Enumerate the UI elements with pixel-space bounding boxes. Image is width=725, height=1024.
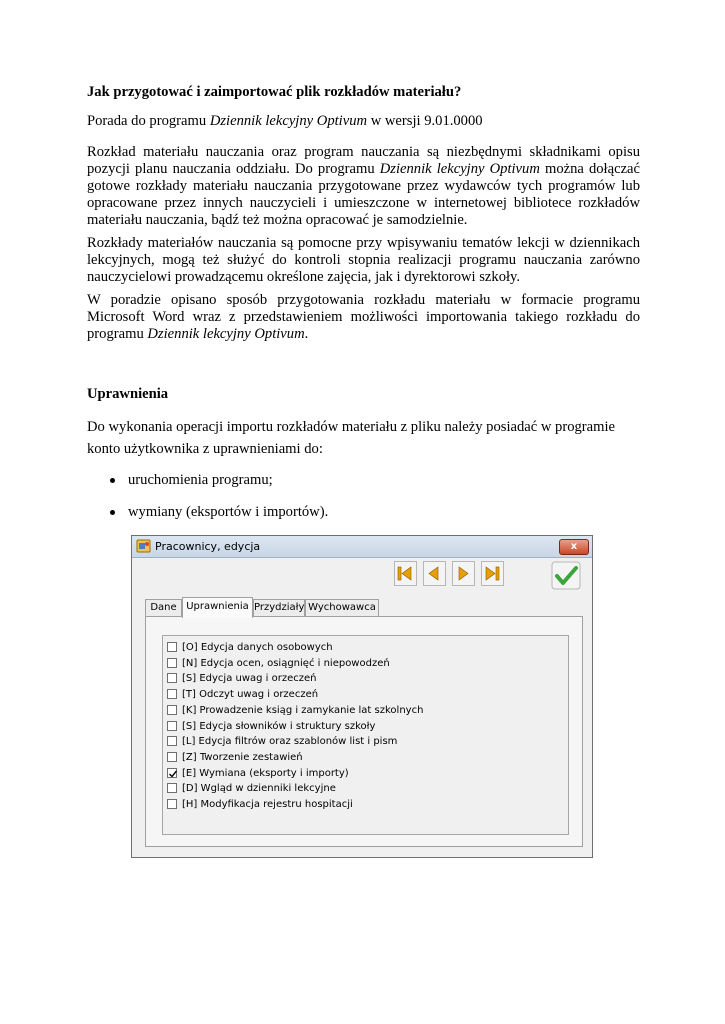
permission-row[interactable] (167, 657, 390, 671)
checkbox[interactable] (167, 642, 177, 652)
dialog-window (131, 535, 593, 858)
permission-row[interactable] (167, 641, 333, 655)
permission-label: [T] Odczyt uwag i orzeczeń (182, 689, 319, 701)
paragraph-2: Rozkłady materiałów nauczania są pomocne przy wpisywaniu tematów lekcji w dziennikach lekcyjnych, mogą też służyć do kontroli stopnia realizacji programu nauczania zarówno nauczycielowi prowadzącemu określone zajęcia, jak i dyrektorowi szkoły. (87, 235, 640, 285)
app-icon (136, 539, 151, 553)
checkbox[interactable] (167, 658, 177, 668)
tab-przydzialy[interactable]: Przydziały (253, 599, 305, 616)
permissions-list (87, 472, 640, 521)
bullet-item (87, 504, 640, 521)
paragraph-1-product-name: Dziennik lekcyjny Optivum (379, 161, 540, 177)
checkbox[interactable] (167, 783, 177, 793)
paragraph-3-product-name: Dziennik lekcyjny Optivum (147, 326, 305, 342)
permission-label: [E] Wymiana (eksporty i importy) (182, 767, 349, 779)
checkbox[interactable] (167, 736, 177, 746)
document-title: Jak przygotować i zaimportować plik rozkładów materiału? (87, 84, 462, 100)
permission-label: [H] Modyfikacja rejestru hospitacji (182, 799, 353, 810)
intro-suffix: w wersji 9.01.0000 (367, 113, 483, 129)
permission-row[interactable] (167, 704, 423, 718)
intro-line (87, 113, 640, 130)
permission-row[interactable] (167, 751, 303, 765)
permissions-checklist (162, 635, 569, 835)
document-body (87, 84, 640, 521)
bullet-text: wymiany (eksportów i importów). (128, 504, 329, 520)
permissions-intro (87, 416, 640, 460)
bullet-icon (110, 478, 115, 483)
close-button[interactable] (559, 539, 589, 555)
tab-panel (145, 616, 583, 847)
bullet-icon (110, 510, 115, 515)
permission-label: [O] Edycja danych osobowych (182, 642, 333, 653)
checkbox-checked[interactable] (167, 768, 177, 778)
paragraph-3 (87, 292, 640, 343)
checkmark-icon (551, 561, 581, 590)
previous-record-button[interactable] (423, 561, 446, 586)
next-record-button[interactable] (452, 561, 475, 586)
permission-label: [N] Edycja ocen, osiągnięć i niepowodzeń (182, 657, 390, 669)
checkbox[interactable] (167, 799, 177, 809)
dialog-titlebar[interactable] (132, 536, 592, 558)
close-icon: x (570, 541, 578, 552)
paragraph-3-text-b: . (304, 326, 309, 342)
permission-row[interactable] (167, 735, 397, 749)
checkbox[interactable] (167, 689, 177, 699)
checkbox[interactable] (167, 673, 177, 683)
checkbox[interactable] (167, 705, 177, 715)
first-arrow-icon (397, 565, 414, 582)
permission-row[interactable] (167, 720, 375, 734)
paragraph-1 (87, 144, 640, 229)
permissions-intro-line-1: Do wykonania operacji importu rozkładów materiału z pliku należy posiadać w programie (87, 419, 616, 435)
intro-product-name: Dziennik lekcyjny Optivum (209, 113, 368, 129)
permission-row[interactable] (167, 798, 353, 812)
last-record-button[interactable] (481, 561, 504, 586)
permission-label: [S] Edycja słowników i struktury szkoły (182, 720, 376, 732)
permissions-intro-line-2: konto użytkownika z uprawnieniami do: (87, 441, 323, 457)
paragraph-1-text-a: Rozkład materiału nauczania oraz program nauczania są niezbędnymi składnikami opisu pozycji planu nauczania oddziału. Do programu (87, 144, 640, 177)
tab-wychowawca[interactable]: Wychowawca (305, 599, 379, 616)
bullet-item (87, 472, 640, 489)
dialog-title: Pracownicy, edycja (155, 540, 261, 553)
tab-uprawnienia[interactable]: Uprawnienia (182, 597, 253, 618)
first-record-button[interactable] (394, 561, 417, 586)
section-heading: Uprawnienia (87, 386, 169, 402)
paragraph-3-text-a: W poradzie opisano sposób przygotowania rozkładu materiału w formacie programu Microsoft Word wraz z przedstawieniem możliwości importowania takiego rozkładu do programu (87, 292, 640, 342)
permission-label: [Z] Tworzenie zestawień (182, 751, 303, 763)
checkbox[interactable] (167, 721, 177, 731)
tab-dane[interactable]: Dane (145, 599, 182, 616)
permission-label: [L] Edycja filtrów oraz szablonów list i pism (182, 736, 398, 748)
permission-label: [K] Prowadzenie ksiąg i zamykanie lat szkolnych (182, 704, 424, 716)
checkbox[interactable] (167, 752, 177, 762)
paragraph-1-text-b: można dołączać gotowe rozkłady materiału nauczania przygotowane przez wydawców tych programów lub opracowane przez innych nauczycieli i umieszczone w internetowej bibliotece rozkładów materiału nauczania, bądź też można opracować je samodzielnie. (87, 161, 640, 228)
intro-prefix: Porada do programu (87, 113, 210, 129)
bullet-text: uruchomienia programu; (128, 472, 273, 488)
permission-label: [D] Wgląd w dzienniki lekcyjne (182, 783, 336, 795)
permission-row[interactable] (167, 688, 318, 702)
permission-row[interactable] (167, 672, 317, 686)
permission-row[interactable] (167, 767, 349, 781)
next-arrow-icon (455, 565, 472, 582)
last-arrow-icon (484, 565, 501, 582)
ok-button[interactable] (551, 561, 581, 590)
permission-label: [S] Edycja uwag i orzeczeń (182, 673, 317, 685)
previous-arrow-icon (426, 565, 443, 582)
permission-row[interactable] (167, 782, 336, 796)
